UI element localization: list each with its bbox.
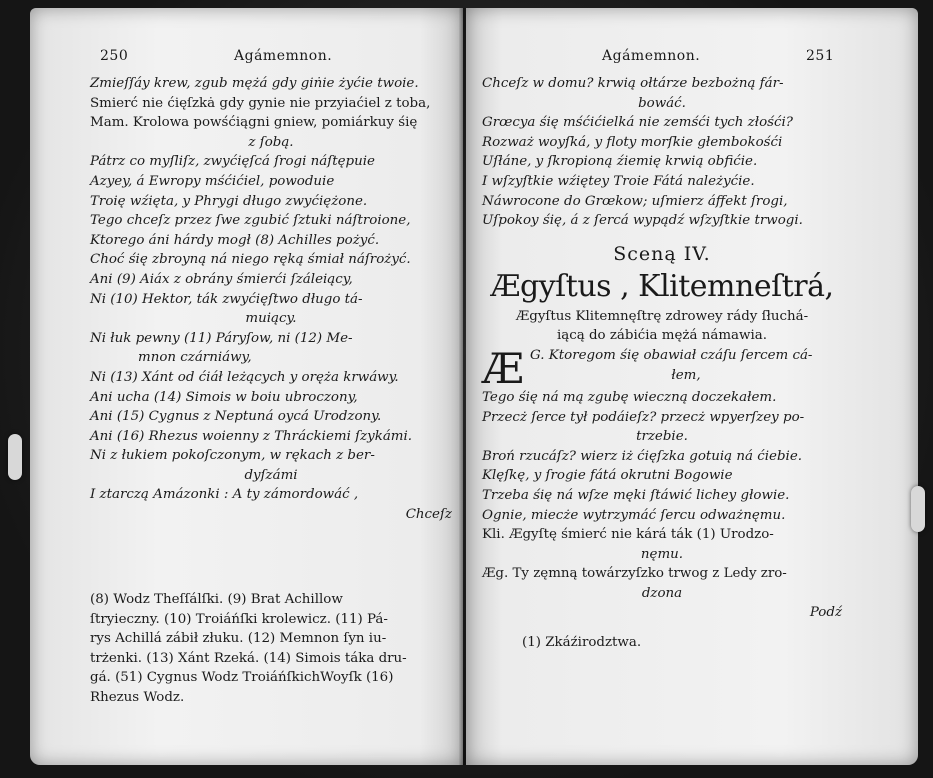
left-running-head: Agámemnon. — [234, 48, 333, 64]
text-line: G. Ktoregom śię obawiał czáſu ſercem cá- — [530, 347, 813, 363]
text-line: Uſpokoy śię, á z ſercá wypądź wſzyſtkie trwogi. — [482, 213, 803, 229]
left-page — [30, 8, 463, 765]
note-line: trżenki. (13) Xánt Rzeká. (14) Simois táka dru- — [90, 650, 407, 666]
note-line: gá. (51) Cygnus Wodz TroiáńſkichWoyſk (16) — [90, 670, 394, 686]
note-line: Rhezus Wodz. — [90, 689, 185, 705]
right-page-number: 251 — [806, 48, 835, 64]
text-line: łem, — [671, 367, 701, 383]
note-line: (1) Zkáźirodztwa. — [522, 635, 642, 651]
text-line: Ni (10) Hektor, ták zwyćięſtwo długo tá- — [90, 291, 363, 307]
text-line: Pátrz co myſliſz, zwyćięſcá ſrogi náſtępuie — [90, 154, 375, 170]
text-line: bowáć. — [638, 95, 686, 111]
text-line: Ani ucha (14) Simois w boiu ubroczony, — [90, 389, 358, 405]
text-line: Chceſz w domu? krwią ołtárze bezbożną fár- — [482, 76, 784, 91]
page-clip-right — [911, 486, 925, 532]
text-line: dyſzámi — [244, 467, 298, 483]
text-line: Troię wźięta, y Phrygi długo zwyćiężone. — [90, 193, 368, 209]
text-line: Æg. Ty zęmną towárzyſzko trwog z Ledy zro- — [482, 566, 787, 582]
text-line: trzebie. — [636, 429, 688, 445]
text-line: I wſzyſtkie wźiętey Troie Fátá należyćie. — [482, 173, 755, 189]
text-line: Klęſkę, y ſrogie fátá okrutni Bogowie — [482, 468, 733, 484]
text-line: dzona — [641, 585, 683, 601]
text-line: Ani (16) Rhezus woienny z Thráckiemi ſzykámi. — [90, 428, 413, 444]
scene-title: Sceną IV. — [613, 242, 711, 265]
text-line: Azyey, á Ewropy mśćićiel, powoduie — [90, 173, 335, 189]
note-line: Ægyſtus Klitemnęſtrę zdrowey rády ſłuchá- — [515, 308, 809, 324]
left-footnotes — [90, 590, 452, 708]
text-line: Przecż ſerce tył podáieſz? przecż wpyerſzey po- — [482, 409, 805, 425]
text-line: Rozważ woyſká, y floty morſkie głembokośći — [482, 134, 783, 150]
left-page-number: 250 — [100, 48, 129, 64]
scene-intro — [482, 307, 842, 346]
text-line: Mam. Krolowa powśćiągni gniew, pomiárkuy śię — [90, 115, 418, 131]
text-line: Grœcya śię mśćićielká nie zemśći tych złośći? — [482, 115, 793, 131]
text-line: Uſłáne, y ſkropioną źiemię krwią obfićie. — [482, 154, 758, 170]
text-line: Ktorego áni hárdy mogł (8) Achilles pożyć. — [90, 232, 380, 248]
text-line: I ztarczą Amázonki : A ty zámordowáć , — [90, 487, 359, 503]
note-line: (8) Wodz Theſſálſki. (9) Brat Achillow — [90, 592, 343, 607]
right-running-head: Agámemnon. — [602, 48, 701, 64]
text-line: Chceſz — [405, 507, 452, 523]
left-text-column — [90, 74, 452, 525]
scene-persons: Ægyſtus , Klitemneſtrá, — [490, 268, 834, 304]
text-line: Ani (15) Cygnus z Neptuná oycá Urodzony. — [90, 409, 382, 425]
text-line: mnon czárniáwy, — [138, 350, 252, 366]
text-line: Ni (13) Xánt od ćiáł leżących y oręża krwáwy. — [90, 369, 399, 385]
right-lines-bottom — [482, 343, 842, 623]
text-line: Ni łuk pewny (11) Páryſow, ni (12) Me- — [90, 330, 353, 346]
text-line: Ani (9) Aiáx z obrány śmierći ſzáleiący, — [90, 271, 353, 287]
text-line: Tego śię ná mą zgubę wieczną doczekałem. — [482, 389, 777, 405]
text-line: Podź — [809, 605, 842, 621]
text-line: Kli. Ægyſtę śmierć nie kárá ták (1) Urodzo- — [482, 527, 774, 543]
right-page — [466, 8, 918, 765]
drop-capital: Æ — [482, 343, 525, 393]
note-line: iącą do zábićia mężá námawia. — [556, 328, 767, 344]
text-line: Smierć nie ćięſzkȧ gdy gynie nie przyiaćiel z toba, — [90, 95, 431, 111]
right-text-column — [482, 74, 842, 653]
text-line: Broń rzucáſz? wierz iż ćięſzka gotuią ná ćiebie. — [482, 448, 803, 464]
text-line: Zmieſſáy krew, zgub mężá gdy giṅie żyćie twoie. — [90, 76, 419, 91]
text-line: Tego chceſz przez ſwe zgubić ſztuki náſtroione, — [90, 213, 411, 229]
right-lines-top — [482, 74, 842, 231]
text-line: Ognie, miecże wytrzymáć ſercu odważnęmu. — [482, 507, 786, 523]
note-line: rys Achillá zábił złuku. (12) Memnon ſyn iu- — [90, 631, 387, 647]
text-line: muiący. — [245, 311, 297, 327]
text-line: Ni z łukiem pokoſczonym, w rękach z ber- — [90, 448, 375, 464]
text-line: nęmu. — [640, 546, 684, 562]
text-line: Choć śię zbroyną ná niego ręką śmiał náſrożyć. — [90, 252, 411, 268]
note-line: ſtryieczny. (10) Troiáńſki krolewicz. (11) Pá- — [90, 611, 388, 627]
text-line: Náwrocone do Grœkow; uſmierz áffekt ſrogi, — [482, 193, 788, 209]
right-footnotes — [482, 633, 842, 653]
page-clip-left — [8, 434, 22, 480]
text-line: z ſobą. — [248, 134, 294, 150]
text-line: Trzeba śię ná wſze męki ſtáwić lichey głowie. — [482, 487, 790, 503]
